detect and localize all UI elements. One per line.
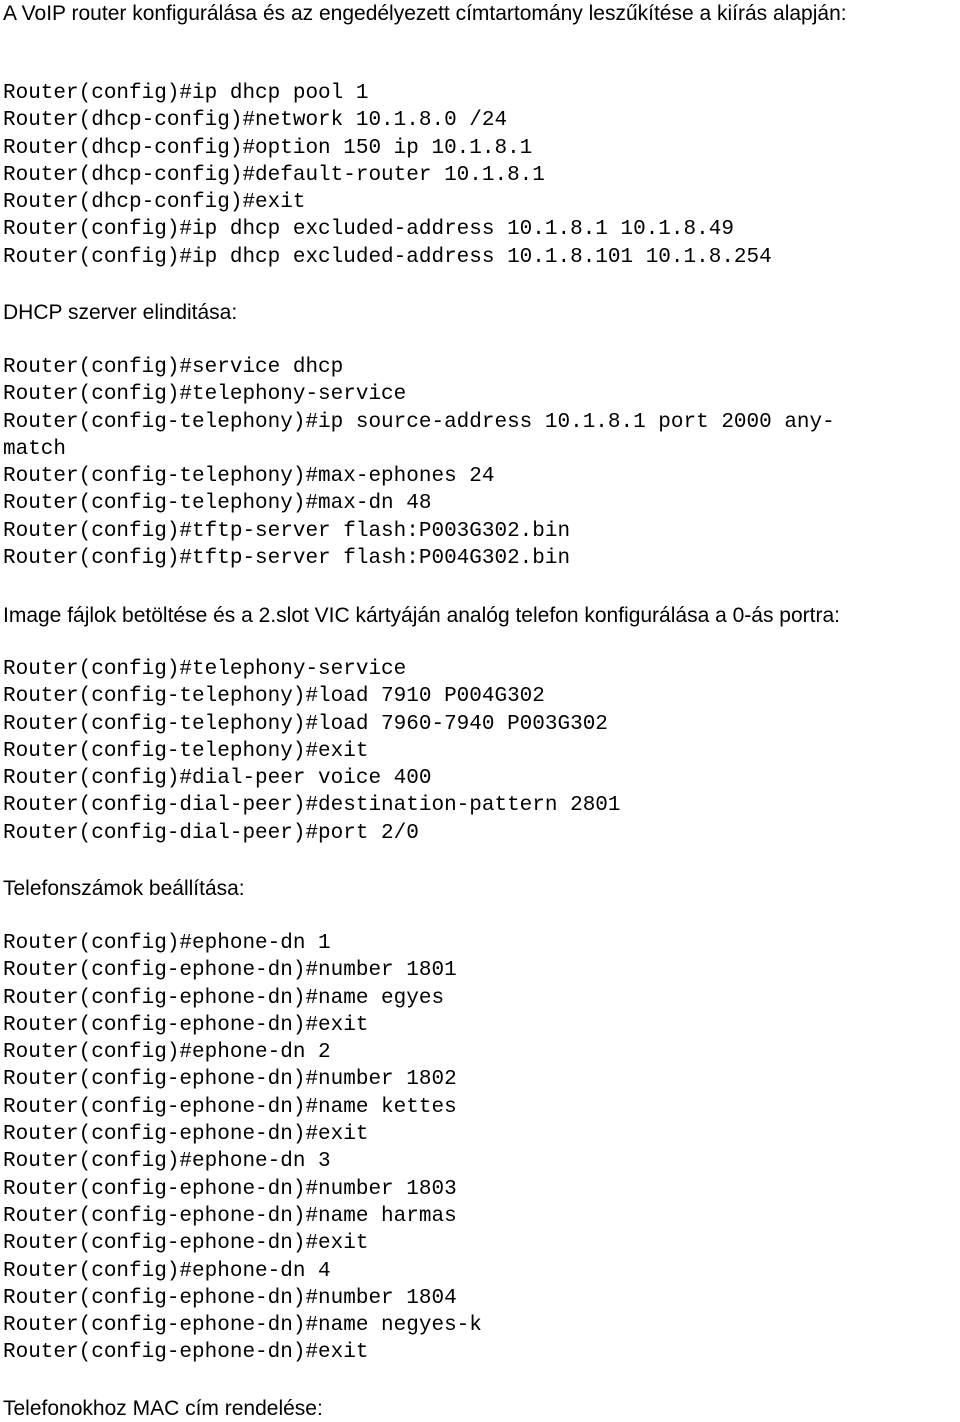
config-line: Router(config)#service dhcp xyxy=(3,356,344,379)
config-block-dhcp-server xyxy=(0,354,835,572)
config-line: Router(config-telephony)#ip source-address 10.1.8.1 port 2000 any- xyxy=(3,410,835,434)
config-line: Router(config)#telephony-service xyxy=(3,658,407,681)
config-line: Router(config-ephone-dn)#name egyes xyxy=(3,986,445,1010)
config-line: Router(config-telephony)#exit xyxy=(3,739,369,763)
config-line: Router(config)#dial-peer voice 400 xyxy=(3,767,432,791)
config-line: Router(config-dial-peer)#port 2/0 xyxy=(3,821,419,845)
config-line: Router(config)#ephone-dn 3 xyxy=(3,1150,331,1174)
config-line: Router(config-dial-peer)#destination-pattern 2801 xyxy=(3,794,621,818)
config-line: Router(config)#ip dhcp excluded-address 10.1.8.1 10.1.8.49 xyxy=(3,218,734,242)
section-heading-mac-address: Telefonokhoz MAC cím rendelése: xyxy=(3,1397,323,1420)
section-heading-image-files: Image fájlok betöltése és a 2.slot VIC kártyáján analóg telefon konfigurálása a 0-ás portra: xyxy=(3,604,840,627)
config-line: Router(config-ephone-dn)#exit xyxy=(3,1341,369,1365)
config-line: Router(config-ephone-dn)#name negyes-k xyxy=(3,1314,482,1338)
config-line: Router(config-telephony)#max-ephones 24 xyxy=(3,465,495,489)
config-line: Router(config)#tftp-server flash:P004G302.bin xyxy=(3,547,571,571)
config-line: Router(dhcp-config)#option 150 ip 10.1.8.1 xyxy=(3,136,533,160)
config-line: Router(config)#ephone-dn 4 xyxy=(3,1259,331,1283)
section-heading-phone-numbers: Telefonszámok beállítása: xyxy=(3,877,245,900)
config-line: Router(dhcp-config)#default-router 10.1.8.1 xyxy=(3,163,545,187)
config-line: Router(config-ephone-dn)#name kettes xyxy=(3,1095,457,1119)
config-line: Router(config-ephone-dn)#number 1804 xyxy=(3,1286,457,1310)
config-line: Router(config-ephone-dn)#number 1801 xyxy=(3,959,457,983)
config-line: Router(config)#ephone-dn 1 xyxy=(3,932,331,955)
config-line: Router(config-ephone-dn)#exit xyxy=(3,1232,369,1256)
config-line: Router(config)#ephone-dn 2 xyxy=(3,1041,331,1065)
config-line: Router(config-ephone-dn)#exit xyxy=(3,1123,369,1147)
config-line: Router(config-ephone-dn)#number 1802 xyxy=(3,1068,457,1092)
config-block-dhcp-pool xyxy=(0,80,772,271)
section-heading-dhcp: DHCP szerver elinditása: xyxy=(3,301,238,324)
config-line: Router(config-ephone-dn)#exit xyxy=(3,1013,369,1037)
config-block-phone-numbers xyxy=(0,930,482,1367)
config-line: Router(config-telephony)#load 7960-7940 P003G302 xyxy=(3,712,608,736)
config-line: Router(config-ephone-dn)#name harmas xyxy=(3,1204,457,1228)
config-line: Router(config)#telephony-service xyxy=(3,383,407,407)
intro-paragraph: A VoIP router konfigurálása és az engedélyezett címtartomány leszűkítése a kiírás alapján: xyxy=(3,2,847,25)
config-line: Router(config)#tftp-server flash:P003G302.bin xyxy=(3,519,571,543)
config-line: match xyxy=(3,437,67,461)
config-line: Router(config)#ip dhcp excluded-address 10.1.8.101 10.1.8.254 xyxy=(3,245,772,269)
config-block-image-files xyxy=(0,656,621,847)
config-line: Router(dhcp-config)#network 10.1.8.0 /24 xyxy=(3,109,508,133)
config-line: Router(dhcp-config)#exit xyxy=(3,191,306,215)
config-line: Router(config-telephony)#load 7910 P004G302 xyxy=(3,685,545,709)
config-line: Router(config-ephone-dn)#number 1803 xyxy=(3,1177,457,1201)
config-line: Router(config)#ip dhcp pool 1 xyxy=(3,82,369,105)
config-line: Router(config-telephony)#max-dn 48 xyxy=(3,492,432,516)
